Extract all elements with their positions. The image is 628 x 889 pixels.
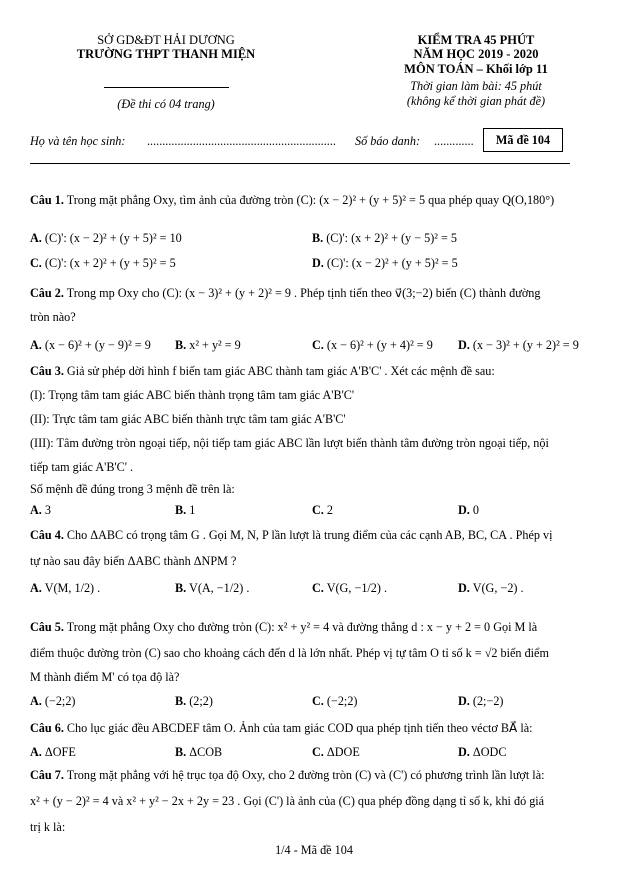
question-3-prompt: Số mệnh đề đúng trong 3 mệnh đề trên là: (30, 482, 235, 496)
header-rule (30, 163, 570, 164)
duration: Thời gian làm bài: 45 phút (410, 79, 542, 93)
q1-option-a[interactable]: A. (C)': (x − 2)² + (y + 5)² = 10 (30, 231, 182, 245)
question-7: Câu 7. Trong mặt phẳng với hệ trục tọa độ Oxy, cho 2 đường tròn (C) và (C') có phương trình lần lượt là: (30, 768, 545, 782)
question-7-cont-2: trị k là: (30, 820, 66, 834)
page-footer: 1/4 - Mã đề 104 (275, 843, 353, 857)
question-7-cont-1: x² + (y − 2)² = 4 và x² + y² − 2x + 2y = 23 . Gọi (C') là ảnh của (C) qua phép đồng dạng tỉ số k, khi đó giá (30, 794, 545, 808)
q2-option-a[interactable]: A. (x − 6)² + (y − 9)² = 9 (30, 338, 151, 352)
q4-option-b[interactable]: B. V(A, −1/2) . (175, 581, 250, 595)
student-name-field[interactable]: .............................................................. (147, 134, 336, 148)
q2-option-d[interactable]: D. (x − 3)² + (y + 2)² = 9 (458, 338, 579, 352)
q5-option-a[interactable]: A. (−2;2) (30, 694, 76, 708)
statement-3-cont: tiếp tam giác A'B'C' . (30, 460, 134, 474)
q4-option-c[interactable]: C. V(G, −1/2) . (312, 581, 388, 595)
q3-option-a[interactable]: A. 3 (30, 503, 51, 517)
question-1: Câu 1. Trong mặt phẳng Oxy, tìm ảnh của đường tròn (C): (x − 2)² + (y + 5)² = 5 qua phép quay Q(O,180°) (30, 193, 555, 207)
statement-1: (I): Trọng tâm tam giác ABC biến thành trọng tâm tam giác A'B'C' (30, 388, 355, 402)
header-divider (104, 87, 229, 88)
q5-option-c[interactable]: C. (−2;2) (312, 694, 358, 708)
sbd-field[interactable]: ............. (434, 134, 474, 148)
question-5-cont-1: điểm thuộc đường tròn (C) sao cho khoảng cách đến d là lớn nhất. Phép vị tự tâm O tỉ số k = √2 biến điểm (30, 646, 549, 660)
question-6: Câu 6. Cho lục giác đều ABCDEF tâm O. Ảnh của tam giác COD qua phép tịnh tiến theo véctơ BA⃗ là: (30, 721, 533, 735)
question-3: Câu 3. Giả sử phép dời hình f biến tam giác ABC thành tam giác A'B'C' . Xét các mệnh đề sau: (30, 364, 495, 378)
sbd-label: Số báo danh: (355, 134, 420, 148)
school-name: TRƯỜNG THPT THANH MIỆN (76, 47, 256, 61)
exam-code: Mã đề 104 (495, 133, 551, 147)
question-4: Câu 4. Cho ΔABC có trọng tâm G . Gọi M, N, P lần lượt là trung điểm của các cạnh AB, BC, CA . Phép vị (30, 528, 553, 542)
q5-option-b[interactable]: B. (2;2) (175, 694, 213, 708)
q2-option-b[interactable]: B. x² + y² = 9 (175, 338, 241, 352)
department: SỞ GD&ĐT HẢI DƯƠNG (97, 33, 235, 47)
question-5: Câu 5. Trong mặt phẳng Oxy cho đường tròn (C): x² + y² = 4 và đường thẳng d : x − y + 2 = 0 Gọi M là (30, 620, 538, 634)
q1-option-d[interactable]: D. (C)': (x − 2)² + (y + 5)² = 5 (312, 256, 458, 270)
question-4-cont: tự nào sau đây biến ΔABC thành ΔNPM ? (30, 554, 237, 568)
q1-option-c[interactable]: C. (C)': (x + 2)² + (y + 5)² = 5 (30, 256, 176, 270)
question-5-cont-2: M thành điểm M' có tọa độ là? (30, 670, 180, 684)
student-name-label: Họ và tên học sinh: (30, 134, 126, 148)
q6-option-a[interactable]: A. ΔOFE (30, 745, 76, 759)
q5-option-d[interactable]: D. (2;−2) (458, 694, 504, 708)
subject: MÔN TOÁN – Khối lớp 11 (404, 62, 548, 76)
q4-option-a[interactable]: A. V(M, 1/2) . (30, 581, 101, 595)
q4-option-d[interactable]: D. V(G, −2) . (458, 581, 524, 595)
q1-option-b[interactable]: B. (C)': (x + 2)² + (y − 5)² = 5 (312, 231, 457, 245)
question-2-cont: tròn nào? (30, 310, 76, 324)
q6-option-c[interactable]: C. ΔDOE (312, 745, 360, 759)
school-year: NĂM HỌC 2019 - 2020 (413, 47, 539, 61)
q6-option-b[interactable]: B. ΔCOB (175, 745, 223, 759)
q3-option-c[interactable]: C. 2 (312, 503, 333, 517)
pages-note: (Đề thi có 04 trang) (117, 97, 215, 111)
q6-option-d[interactable]: D. ΔODC (458, 745, 507, 759)
duration-note: (không kể thời gian phát đề) (406, 94, 546, 108)
q3-option-b[interactable]: B. 1 (175, 503, 196, 517)
q3-option-d[interactable]: D. 0 (458, 503, 479, 517)
statement-2: (II): Trực tâm tam giác ABC biến thành trực tâm tam giác A'B'C' (30, 412, 346, 426)
question-2: Câu 2. Trong mp Oxy cho (C): (x − 3)² + (y + 2)² = 9 . Phép tịnh tiến theo v⃗(3;−2) biến (C) thành đường (30, 286, 541, 300)
q2-option-c[interactable]: C. (x − 6)² + (y + 4)² = 9 (312, 338, 433, 352)
statement-3: (III): Tâm đường tròn ngoại tiếp, nội tiếp tam giác ABC lần lượt biến thành tâm đường tròn ngoại tiếp, nội (30, 436, 549, 450)
exam-title: KIỂM TRA 45 PHÚT (417, 33, 535, 47)
